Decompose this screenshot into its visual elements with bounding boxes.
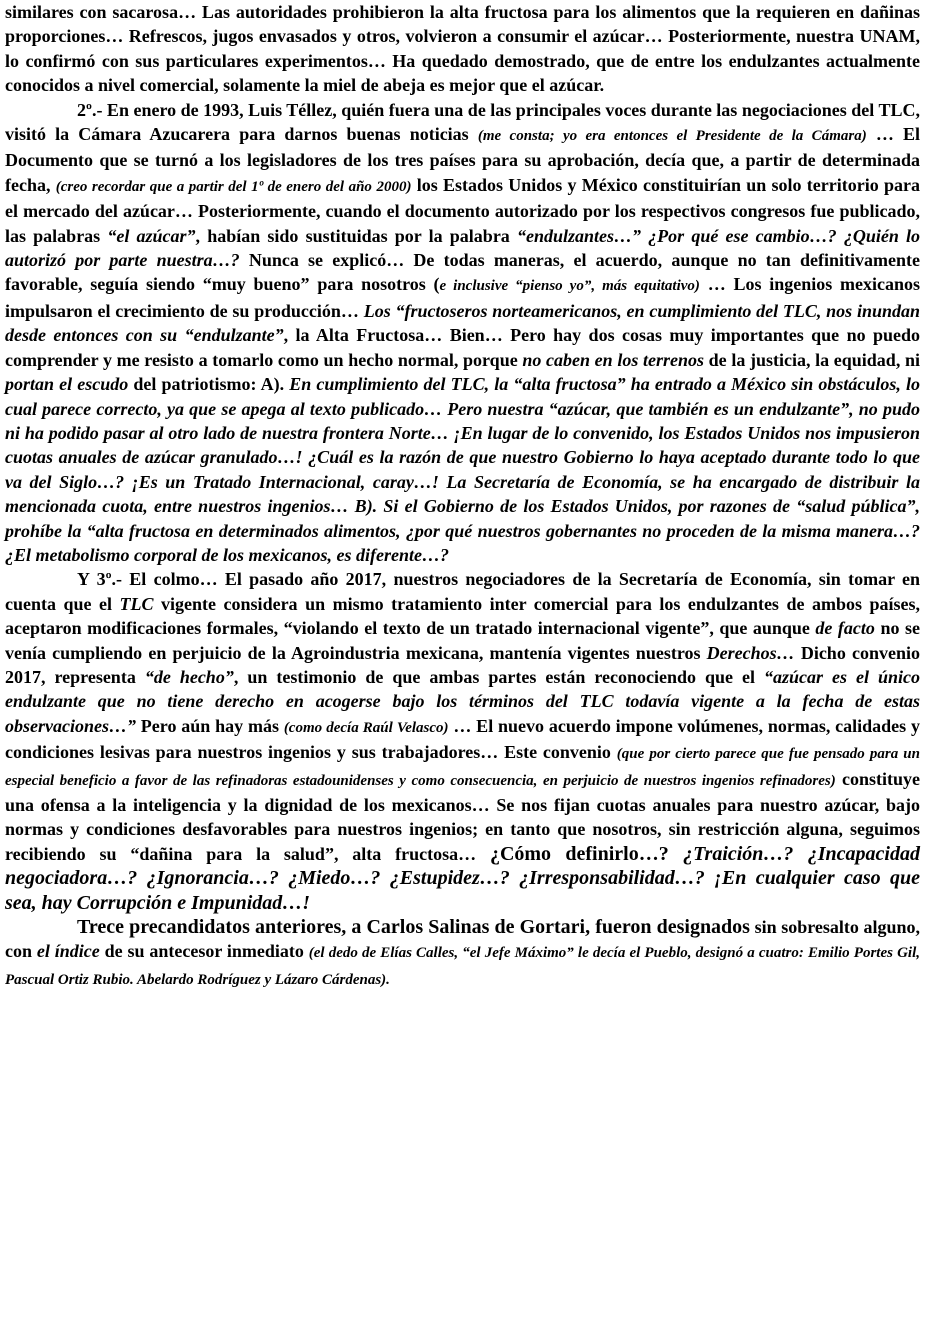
paragraph-3 <box>5 567 920 915</box>
text-run: , un testimonio de que ambas partes están reconociendo que el <box>233 666 764 687</box>
text-run: del patriotismo: A). <box>128 374 290 395</box>
text-run: Y 3º.- El colmo… El pasado año 2017, nuestros negociadores de la Secretaría de Economía, sin tomar en cuenta que el <box>5 569 920 614</box>
text-run: de la justicia, la equidad, ni <box>704 349 920 370</box>
text-run: Derechos… <box>706 642 795 663</box>
text-run: (me consta; yo era entonces el Presidente de la Cámara) <box>477 128 867 145</box>
text-run: Pero aún hay más <box>135 715 284 736</box>
text-run: similares con sacarosa… Las autoridades prohibieron la alta fructosa para los alimentos que la requieren en dañinas proporciones… Refrescos, jugos envasados y otros, volvieron a consumir el azúcar… Posteriormente, nuestra UNAM, lo confirmó con sus particulares experimentos… Ha quedado demostrado, que de entre los endulzantes actualmente conocidos a nivel comercial, solamente la miel de abeja es mejor que el azúcar. <box>5 2 920 96</box>
text-run: , habían sido sustituidas por la palabra <box>195 225 517 246</box>
text-run: ¿Cómo definirlo…? <box>489 842 684 865</box>
text-run: … El nuevo acuerdo impone volúmenes, normas, calidades y condiciones lesivas para nuestros ingenios y sus trabajadores… Este convenio <box>5 715 920 763</box>
text-run: ¿Traición…? ¿Incapacidad negociadora…? ¿Ignorancia…? ¿Miedo…? ¿Estupidez…? ¿Irresponsabilidad…? ¡En cualquier caso que sea, hay Corrupción e Impunidad…! <box>5 842 920 914</box>
text-run: de su antecesor inmediato <box>99 941 309 962</box>
text-run: 2º.- En enero de 1993, Luis Téllez, quién fuera una de las principales voces durante las negociaciones del TLC, visitó la Cámara Azucarera para darnos buenas noticias <box>5 99 920 145</box>
text-run: Nunca se explicó… De todas maneras, el acuerdo, aunque no tan definitivamente favorable, seguía siendo “muy bueno” para nosotros ( <box>5 250 920 295</box>
text-run: e inclusive “pienso yo”, más equitativo) <box>439 278 700 295</box>
paragraph-1 <box>5 0 920 98</box>
text-run: En cumplimiento del TLC, la “alta fructosa” ha entrado a México sin obstáculos, lo cual parece correcto, ya que se apega al texto publicado… Pero nuestra “azúcar, que también es un endulzante”, no pudo ni ha podido pasar al otro lado de nuestra frontera Norte… ¡En lugar de lo convenido, los Estados Unidos nos impusieron cuotas anuales de azúcar granulado…! ¿Cuál es la razón de que nuestro Gobierno lo haya aceptado durante todo lo que va del Siglo…? ¡Es un Tratado Internacional, caray…! La Secretaría de Economía, se ha encargado de distribuir la mencionada cuota, entre nuestros ingenios… B). Si el Gobierno de los Estados Unidos, por razones de “salud pública”, prohíbe la “alta fructosa en determinados alimentos, ¿por qué nuestros gobernantes no proceden de la misma manera…? ¿El metabolismo corporal de los mexicanos, es diferente…? <box>5 374 921 565</box>
text-run: (que por cierto parece que fue pensado para un especial beneficio a favor de las refinadoras estadounidenses y como consecuencia, en perjuicio de nuestros ingenios refinadores) <box>5 746 920 789</box>
text-run: “endulzantes…” ¿Por qué ese cambio…? ¿Quién lo autorizó por parte nuestra…? <box>5 225 920 271</box>
text-run: vigente considera un mismo tratamiento inter comercial para los endulzantes de ambos países, aceptaron modificaciones formales, “violando el texto de un tratado internacional vigente”, que aunque <box>5 593 920 639</box>
text-run: “de hecho” <box>144 666 234 687</box>
text-run: el índice <box>36 941 100 962</box>
paragraph-4 <box>5 915 920 992</box>
text-run: constituye una ofensa a la inteligencia y la dignidad de los mexicanos… Se nos fijan cuotas anuales para nuestro azúcar, bajo normas y condiciones desfavorables para nuestros ingenios; en tanto que nosotros, sin restricción alguna, seguimos recibiendo su “dañina para la salud”, alta fructosa… <box>5 768 920 864</box>
text-run: “azúcar es el único endulzante que no tiene derecho en acogerse bajo los términos del TLC todavía vigente a la fecha de estas observaciones…” <box>5 666 920 736</box>
text-run: sin sobresalto alguno, con <box>5 917 920 962</box>
text-run: de facto <box>815 618 875 639</box>
text-run: (creo recordar que a partir del 1º de enero del año 2000) <box>55 178 412 195</box>
text-run: los Estados Unidos y México constituirían un solo territorio para el mercado del azúcar… Posteriormente, cuando el documento autorizado por los respectivos congresos fue publicado, las palabras <box>5 174 920 246</box>
text-run: “el azúcar” <box>107 225 196 246</box>
text-run: no caben en los terrenos <box>522 349 704 370</box>
text-run: portan el escudo <box>5 374 129 395</box>
text-run: … Los ingenios mexicanos impulsaron el crecimiento de su producción… <box>5 274 920 321</box>
text-run: Dicho convenio 2017, representa <box>5 642 920 687</box>
text-run: (el dedo de Elías Calles, “el Jefe Máximo” le decía el Pueblo, designó a cuatro: Emilio Portes Gil, Pascual Ortiz Rubio. Abelardo Rodríguez y Lázaro Cárdenas). <box>5 945 920 988</box>
text-run: no se venía cumpliendo en perjuicio de la Agroindustria mexicana, mantenía vigentes nuestros <box>5 618 920 663</box>
text-run: … El Documento que se turnó a los legisladores de los tres países para su aprobación, decía que, a partir de determinada fecha, <box>5 124 921 195</box>
text-run: Trece precandidatos anteriores, a Carlos Salinas de Gortari, fueron designados <box>77 916 750 939</box>
text-run: Los “fructoseros norteamericanos, en cumplimiento del TLC, nos inundan desde entonces con su “endulzante” <box>5 300 921 346</box>
text-run: TLC <box>119 593 154 614</box>
paragraph-2 <box>5 98 920 568</box>
text-run: , la Alta Fructosa… Bien… Pero hay dos cosas muy importantes que no puedo comprender y me resisto a tomarlo como un hecho normal, porque <box>5 325 920 370</box>
text-run: (como decía Raúl Velasco) <box>283 719 449 736</box>
